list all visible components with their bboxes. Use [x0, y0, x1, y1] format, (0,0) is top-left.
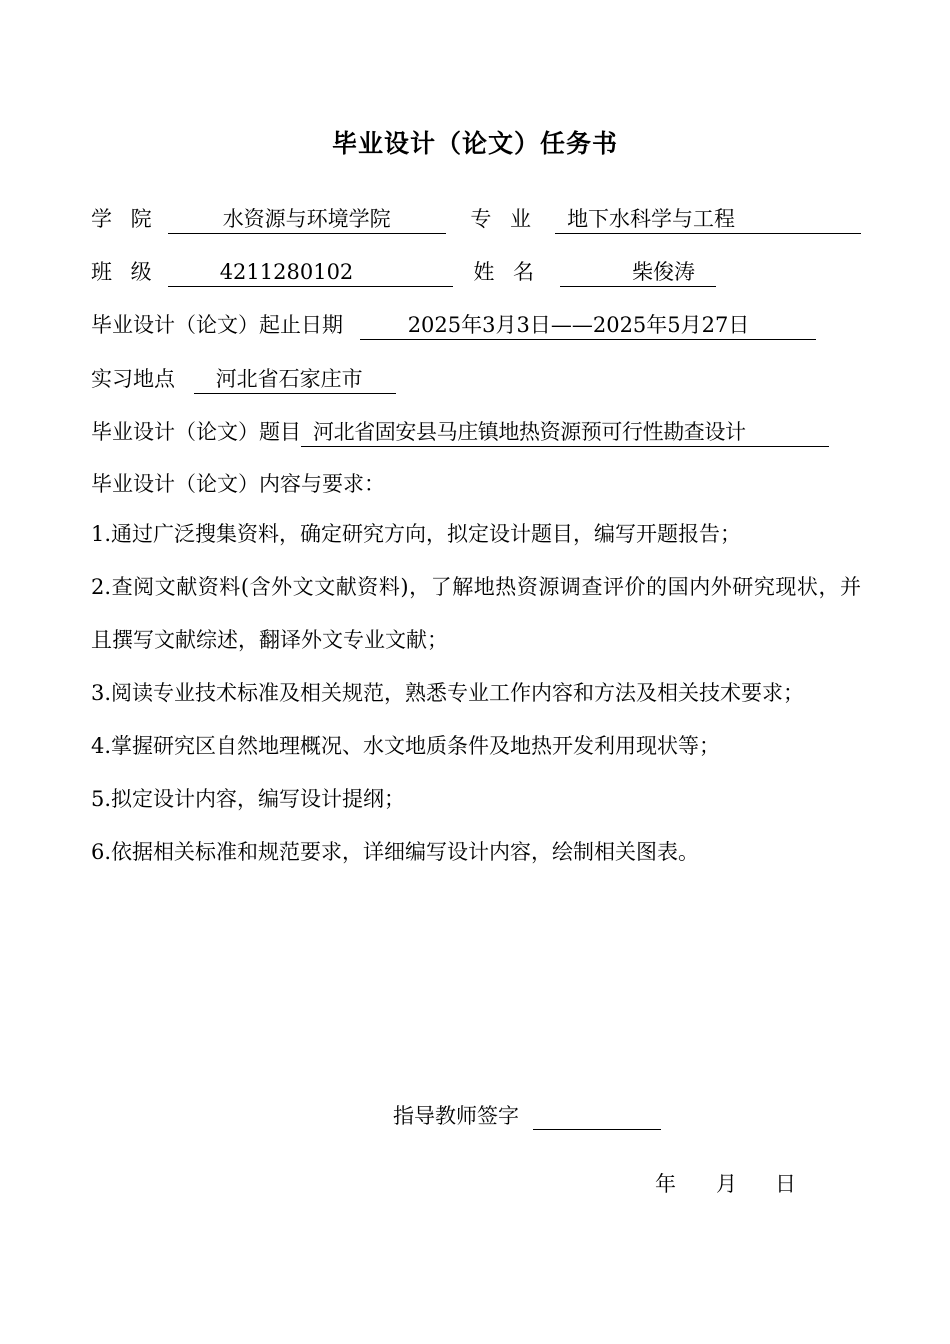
requirements-list — [91, 508, 861, 879]
class-name-row — [91, 257, 716, 287]
requirements-heading: 毕业设计（论文）内容与要求： — [91, 472, 385, 496]
dates-row — [91, 310, 816, 340]
signature-row — [393, 1100, 661, 1130]
requirement-item: 4.掌握研究区自然地理概况、水文地质条件及地热开发利用现状等； — [91, 734, 721, 758]
major-value: 地下水科学与工程 — [555, 206, 861, 234]
topic-row — [91, 417, 829, 447]
class-label: 班 级 — [91, 260, 158, 284]
date-month: 月 — [716, 1172, 737, 1196]
signature-label: 指导教师签字 — [393, 1104, 519, 1128]
document-title: 毕业设计（论文）任务书 — [331, 129, 618, 158]
college-value: 水资源与环境学院 — [168, 206, 446, 234]
major-label: 专 业 — [470, 207, 538, 231]
name-label: 姓 名 — [473, 260, 541, 284]
requirement-item: 1.通过广泛搜集资料，确定研究方向，拟定设计题目，编写开题报告； — [91, 522, 742, 546]
topic-label: 毕业设计（论文）题目 — [91, 420, 301, 444]
date-year: 年 — [655, 1172, 676, 1196]
requirement-item: 2.查阅文献资料(含外文文献资料)，了解地热资源调查评价的国内外研究现状，并且撰写文献综述，翻译外文专业文献； — [91, 575, 861, 652]
name-value: 柴俊涛 — [560, 259, 716, 287]
location-row — [91, 364, 396, 394]
date-day: 日 — [775, 1172, 796, 1196]
requirement-item: 6.依据相关标准和规范要求，详细编写设计内容，绘制相关图表。 — [91, 840, 700, 864]
signature-line — [533, 1107, 661, 1130]
college-major-row — [91, 204, 861, 234]
location-label: 实习地点 — [91, 367, 175, 391]
location-value: 河北省石家庄市 — [194, 366, 396, 394]
class-value: 4211280102 — [168, 259, 453, 287]
dates-value: 2025年3月3日——2025年5月27日 — [360, 312, 816, 340]
requirement-item: 5.拟定设计内容，编写设计提纲； — [91, 787, 406, 811]
college-label: 学 院 — [91, 207, 158, 231]
requirement-item: 3.阅读专业技术标准及相关规范，熟悉专业工作内容和方法及相关技术要求； — [91, 681, 805, 705]
topic-value: 河北省固安县马庄镇地热资源预可行性勘查设计 — [301, 419, 829, 447]
dates-label: 毕业设计（论文）起止日期 — [91, 313, 343, 337]
